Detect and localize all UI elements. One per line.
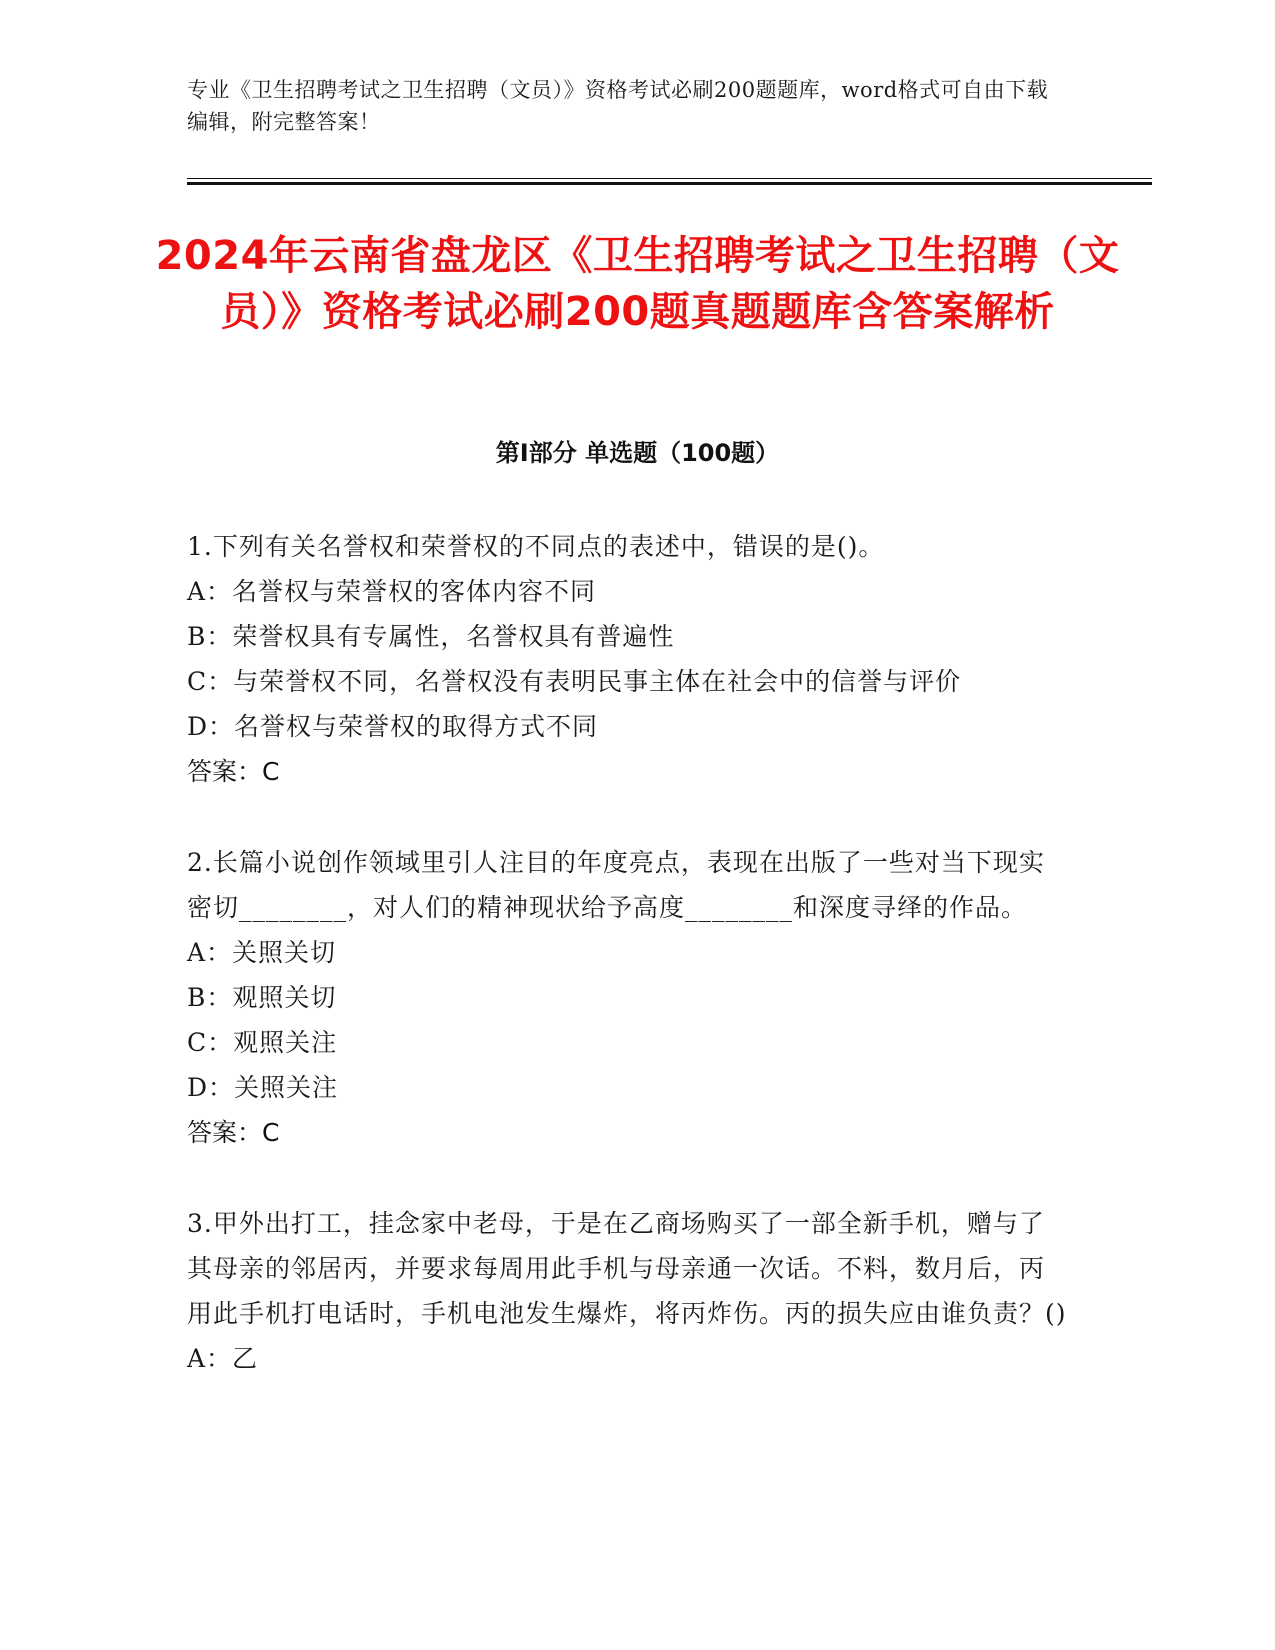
question-list [187,524,1067,1427]
option-b: B：荣誉权具有专属性，名誉权具有普遍性 [187,622,675,651]
header-divider-thick [187,182,1152,185]
answer: 答案：C [187,757,280,786]
answer: 答案：C [187,1118,280,1147]
question-text: 2.长篇小说创作领域里引人注目的年度亮点，表现在出版了一些对当下现实密切________，对人们的精神现状给予高度________和深度寻绎的作品。 [187,848,1045,922]
question-text: 1.下列有关名誉权和荣誉权的不同点的表述中，错误的是()。 [187,532,885,561]
option-a: A：关照关切 [187,938,337,967]
option-a: A：乙 [187,1344,259,1373]
header-divider-thin [187,178,1152,179]
question-2 [187,840,1067,1155]
document-title: 2024年云南省盘龙区《卫生招聘考试之卫生招聘（文员）》资格考试必刷200题真题题库含答案解析 [155,233,1120,335]
option-d: D：名誉权与荣誉权的取得方式不同 [187,712,599,741]
question-1 [187,524,1067,794]
section-title: 第Ⅰ部分 单选题（100题） [495,439,780,467]
question-text: 3.甲外出打工，挂念家中老母，于是在乙商场购买了一部全新手机，赠与了其母亲的邻居丙，并要求每周用此手机与母亲通一次话。不料，数月后，丙用此手机打电话时，手机电池发生爆炸，将丙炸伤。丙的损失应由谁负责？() [187,1209,1067,1328]
option-c: C：与荣誉权不同，名誉权没有表明民事主体在社会中的信誉与评价 [187,667,962,696]
option-c: C：观照关注 [187,1028,338,1057]
question-3 [187,1201,1067,1381]
header-note: 专业《卫生招聘考试之卫生招聘（文员）》资格考试必刷200题题库，word格式可自由下载编辑，附完整答案！ [187,78,1049,134]
option-b: B：观照关切 [187,983,337,1012]
option-d: D：关照关注 [187,1073,339,1102]
option-a: A：名誉权与荣誉权的客体内容不同 [187,577,597,606]
